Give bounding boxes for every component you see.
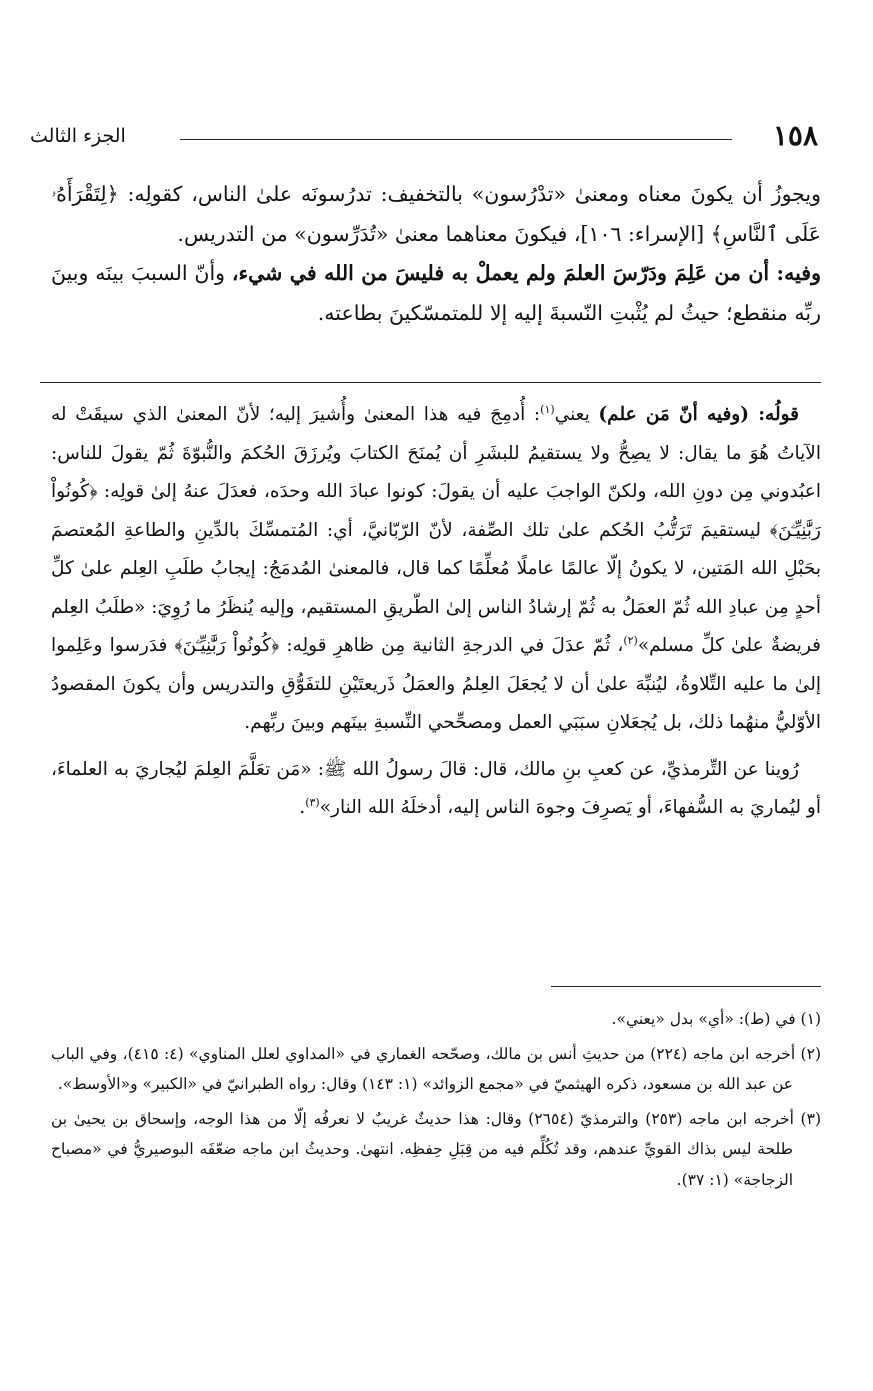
footnote-1: (١) في (ط): «أي» بدل «يعني».	[611, 1010, 821, 1028]
footnote-ref-3: (٣)	[305, 795, 320, 809]
commentary-text-b: ، ثُمّ عدَلَ في الدرجةِ الثانية مِن ظاهرِ قولِه: ﴿كُونُواْ رَبَّٰنِيِّـۧنَ﴾ فدَرسوا وعَلِموا إلىٰ ما عليه التِّلاوةُ، ليُنبِّهَ علىٰ أن لا يُجعَلَ العِلمُ والعمَلُ ذَريعتَيْنِ للتفَوُّقِ والتدريس وأن يكونَ المقصودُ الأوّليُّ منهُما ذلك، بل يُجعَلانِ سبَبَي العمل ومصحِّحي النِّسبةِ بينَهم وبينَ ربِّهم.	[51, 635, 821, 733]
main-paragraph-2	[51, 254, 821, 333]
commentary-paragraph-2	[51, 751, 821, 828]
header-rule	[180, 139, 732, 140]
page-header	[30, 118, 818, 158]
commentary-text	[51, 396, 821, 828]
main-text	[51, 175, 821, 333]
section-divider	[40, 382, 821, 383]
commentary-after-lead: يعني	[554, 404, 590, 425]
page-number: ١٥٨	[772, 119, 818, 152]
commentary-text-a: : أُدمِجَ فيه هذا المعنىٰ وأُشيرَ إليه؛ لأنّ المعنىٰ الذي سيقَتْ له الآياتُ هُوَ ما يقال: لا يصِحُّ ولا يستقيمُ للبشَرِ أن يُمنَحَ الكتابَ ويُرزَقَ الحُكمَ والنُّبوّةَ ثُمّ يقولَ للناس: اعبُدوني مِن دونِ الله، ولكنّ الواجبَ عليه أن يقولَ: كونوا عبادَ الله وحدَه، فعدَلَ عنهُ إلىٰ قولِه: ﴿كُونُواْ رَبَّٰنِيِّـۧنَ﴾ ليستقيمَ تَرَتُّبُ الحُكم علىٰ تلك الصِّفة، لأنّ الرّبّانيَّ، أي: المُتمسِّكَ بالدِّينِ والطاعةِ المُعتصمَ بحَبْلِ الله المَتين، لا يكونُ إلّا عالمًا عاملًا مُعلِّمًا كما قال، فالمعنىٰ المُدمَجُ: إيجابُ طلَبِ العِلم علىٰ كلِّ أحدٍ مِن عبادِ الله ثُمّ العمَلُ به ثُمّ إرشادُ الناس إلىٰ الطّريقِ المستقيم، وإليه يُنظَرُ ما رُوِيَ: «طلَبُ العِلم فريضةٌ علىٰ كلِّ مسلم»	[51, 404, 822, 656]
footnote-ref-1: (١)	[540, 402, 555, 416]
commentary-paragraph-2-end: .	[299, 797, 306, 818]
footnote-3: (٣) أخرجه ابن ماجه (٢٥٣) والترمذيّ (٢٦٥٤) وقال: هذا حديثٌ غريبٌ لا نعرفُه إلّا من هذا الوجه، وإسحاق بن يحيىٰ بن طلحة ليس بذاك القويِّ عندهم، وقد تُكُلِّم فيه من قِبَلِ حِفظِه. انتهىٰ. وحديثُ ابن ماجه ضعّفَه البوصيريُّ في «مصباح الزجاجة» (١: ٣٧).	[51, 1109, 821, 1189]
footnote-ref-2: (٢)	[623, 633, 638, 647]
footnotes	[51, 1004, 821, 1199]
commentary-paragraph-2-text: رُوينا عن التِّرمذيِّ، عن كعبِ بنِ مالك، قال: قالَ رسولُ الله ﷺ: «مَن تعَلَّمَ العِلمَ ليُجاريَ به العلماءَ، أو ليُماريَ به السُّفهاءَ، أو يَصرِفَ وجوهَ الناس إليه، أدخلَهُ الله النار»	[51, 758, 821, 818]
commentary-lead: قولُه: (وفيه أنّ مَن علم)	[598, 404, 799, 425]
main-paragraph-2-rest: وأنّ السببَ بينَه وبينَ ربِّه منقطع؛ حيثُ لم يُثْبتِ النّسبةَ إليه إلا للمتمسّكينَ بطاعته.	[51, 261, 821, 325]
footnote-2: (٢) أخرجه ابن ماجه (٢٢٤) من حديثِ أنس بن مالك، وصحّحه الغماري في «المداوي لعلل المناوي» (٤: ٤١٥)، وفي الباب عن عبد الله بن مسعود، ذكره الهيثميّ في «مجمع الزوائد» (١: ١٤٣) وقال: رواه الطبرانيّ في «الكبير» و«الأوسط».	[51, 1044, 821, 1093]
running-title: الجزء الثالث	[30, 125, 126, 147]
main-paragraph-1: ويجوزُ أن يكونَ معناه ومعنىٰ «تدْرُسون» بالتخفيف: تدرُسونَه علىٰ الناس، كقولِه: ﴿لِتَقْرَأَهُۥ عَلَى ٱلنَّاسِ﴾ [الإسراء: ١٠٦]، فيكونَ معناهما معنىٰ «تُدَرِّسون» من التدريس.	[51, 182, 821, 246]
footnote-rule	[551, 986, 821, 987]
commentary-paragraph-1	[51, 396, 821, 743]
main-paragraph-2-lead: وفيه: أن من عَلِمَ ودَرّسَ العلمَ ولم يعملْ به فليسَ من الله في شيء،	[231, 261, 821, 285]
